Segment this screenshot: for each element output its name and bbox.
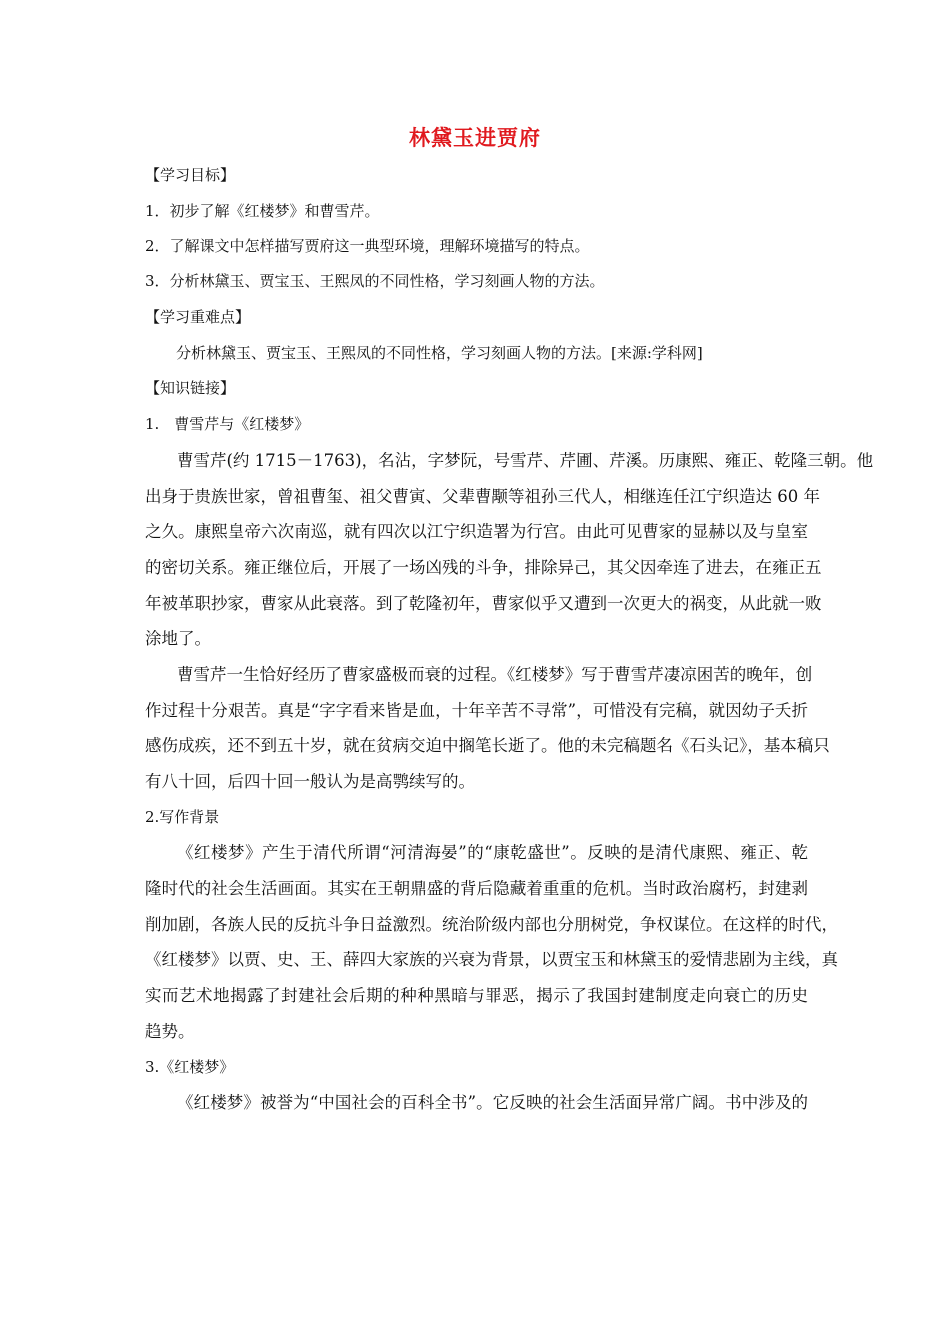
item1-heading: 1. 曹雪芹与《红楼梦》: [145, 415, 310, 433]
links-heading: 【知识链接】: [145, 379, 236, 397]
paragraph-line: 《红楼梦》产生于清代所谓“河清海晏”的“康乾盛世”。反映的是清代康熙、雍正、乾: [177, 843, 808, 862]
document-title: 林黛玉进贾府: [409, 125, 541, 150]
paragraph-line: 隆时代的社会生活画面。其实在王朝鼎盛的背后隐藏着重重的危机。当时政治腐朽，封建剥: [145, 879, 808, 898]
paragraph-line: 实而艺术地揭露了封建社会后期的种种黑暗与罪恶，揭示了我国封建制度走向衰亡的历史: [145, 986, 808, 1005]
paragraph-line: 《红楼梦》以贾、史、王、薛四大家族的兴衰为背景，以贾宝玉和林黛玉的爱情悲剧为主线，真: [145, 950, 838, 969]
paragraph-line: 削加剧，各族人民的反抗斗争日益激烈。统治阶级内部也分朋树党，争权谋位。在这样的时代，: [145, 915, 838, 934]
paragraph-line: 感伤成疾，还不到五十岁，就在贫病交迫中搁笔长逝了。他的未完稿题名《石头记》，基本稿只: [145, 736, 830, 755]
goals-heading: 【学习目标】: [145, 166, 236, 184]
paragraph-line: 作过程十分艰苦。真是“字字看来皆是血，十年辛苦不寻常”，可惜没有完稿，就因幼子夭折: [145, 701, 808, 720]
goal-item: 1．初步了解《红楼梦》和曹雪芹。: [145, 202, 380, 220]
paragraph-line: 的密切关系。雍正继位后，开展了一场凶残的斗争，排除异己，其父因牵连了进去，在雍正五: [145, 558, 822, 577]
paragraph-line: 之久。康熙皇帝六次南巡，就有四次以江宁织造署为行宫。由此可见曹家的显赫以及与皇室: [145, 522, 808, 541]
paragraph-line: 趋势。: [145, 1022, 195, 1041]
goal-item: 2．了解课文中怎样描写贾府这一典型环境，理解环境描写的特点。: [145, 237, 590, 255]
paragraph-line: 涂地了。: [145, 629, 211, 648]
paragraph-line: 出身于贵族世家，曾祖曹玺、祖父曹寅、父辈曹颙等祖孙三代人，相继连任江宁织造达 60 年: [145, 487, 820, 506]
paragraph-line: 《红楼梦》被誉为“中国社会的百科全书”。它反映的社会生活面异常广阔。书中涉及的: [177, 1093, 808, 1112]
key-text: 分析林黛玉、贾宝玉、王熙凤的不同性格，学习刻画人物的方法。[来源:学科网]: [176, 344, 703, 362]
paragraph-line: 曹雪芹(约 1715－1763)，名沾，字梦阮，号雪芹、芹圃、芹溪。历康熙、雍正、乾隆三朝。他: [177, 451, 874, 470]
item3-heading: 3.《红楼梦》: [145, 1058, 235, 1076]
item2-heading: 2.写作背景: [145, 808, 220, 826]
paragraph-line: 有八十回，后四十回一般认为是高鹗续写的。: [145, 772, 475, 791]
key-heading: 【学习重难点】: [145, 308, 251, 326]
paragraph-line: 年被革职抄家，曹家从此衰落。到了乾隆初年，曹家似乎又遭到一次更大的祸变，从此就一败: [145, 594, 822, 613]
goal-item: 3．分析林黛玉、贾宝玉、王熙凤的不同性格，学习刻画人物的方法。: [145, 272, 605, 290]
paragraph-line: 曹雪芹一生恰好经历了曹家盛极而衰的过程。《红楼梦》写于曹雪芹凄凉困苦的晚年，创: [177, 665, 813, 684]
